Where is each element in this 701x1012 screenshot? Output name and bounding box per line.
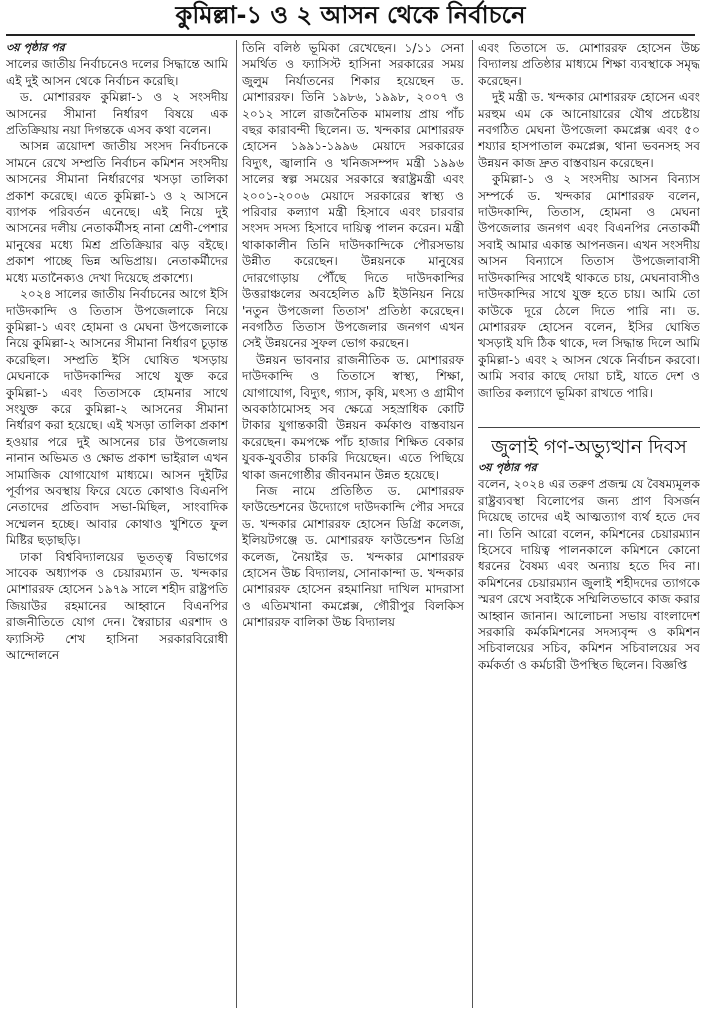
continued-kicker: ৩য় পৃষ্ঠার পর [478, 460, 537, 474]
continued-kicker: ৩য় পৃষ্ঠার পর [6, 41, 65, 54]
column-1 [6, 40, 228, 1012]
paragraph: কুমিল্লা-১ ও ২ সংসদীয় আসন বিন্যাস সম্পর্কে ড. খন্দকার মোশাররফ বলেন, দাউদকান্দি, তিতাস, হোমনা ও মেঘনা উপজেলার জনগণ এবং বিএনপির নেতাকর্মী সবাই আমার একান্ত আপনজন। এখন সংসদীয় আসন বিন্যাসে তিতাস উপজেলাবাসী দাউদকান্দির সাথেই থাকতে চায়, মেঘনাবাসীও দাউদকান্দির সাথে যুক্ত হতে চায়। আমি তো কাউকে দূরে ঠেলে দিতে পারি না। ড. মোশাররফ হোসেন বলেন, ইসির ঘোষিত খসড়াই যদি ঠিক থাকে, দল সিদ্ধান্ত দিলে আমি কুমিল্লা-১ এবং ২ আসন থেকে নির্বাচন করবো। আমি সবার কাছে দোয়া চাই, যাতে দেশ ও জাতির কল্যাণে ভূমিকা রাখতে পারি। [478, 172, 700, 400]
paragraph: এবং তিতাসে ড. মোশাররফ হোসেন উচ্চ বিদ্যালয় প্রতিষ্ঠার মাধ্যমে শিক্ষা ব্যবস্থাকে সমৃদ্ধ করেছেন। [478, 41, 700, 88]
sub-article-headline: জুলাই গণ-অভ্যুত্থান দিবস [478, 427, 700, 460]
paragraph: ২০২৪ সালের জাতীয় নির্বাচনের আগে ইসি দাউদকান্দি ও তিতাস উপজেলাকে নিয়ে কুমিল্লা-১ এবং হোমনা ও মেঘনা উপজেলাকে নিয়ে কুমিল্লা-২ আসনের সীমানা নির্ধারণ চূড়ান্ত করেছিল। সম্প্রতি ইসি ঘোষিত খসড়ায় মেঘনাকে দাউদকান্দির সাথে যুক্ত করে কুমিল্লা-১ এবং তিতাসকে হোমনার সাথে সংযুক্ত করে কুমিল্লা-২ আসনের সীমানা নির্ধারণ করা হয়েছে। এই খসড়া তালিকা প্রকাশ হওয়ার পরে দুই আসনের চার উপজেলায় নানান অভিমত ও ক্ষোভ প্রকাশ ভাইরাল এখন সামাজিক যোগাযোগ মাধ্যমে। আসন দুইটির পূর্বাপর অবস্থায় ফিরে যেতে কোথাও বিএনপি নেতাদের প্রতিবাদ সভা-মিছিল, সাংবাদিক সম্মেলন হচ্ছে। আবার কোথাও খুশিতে ফুল মিষ্টির ছড়াছড়ি। [6, 287, 228, 548]
page-headline: কুমিল্লা-১ ও ২ আসন থেকে নির্বাচনে [6, 0, 695, 36]
paragraph: সালের জাতীয় নির্বাচনেও দলের সিদ্ধান্তে আমি এই দুই আসন থেকে নির্বাচন করেছি। [6, 57, 228, 88]
paragraph: আসন্ন ত্রয়োদশ জাতীয় সংসদ নির্বাচনকে সামনে রেখে সম্প্রতি নির্বাচন কমিশন সংসদীয় আসনের সীমানা নির্ধারণের খসড়া তালিকা প্রকাশ করেছে। এতে কুমিল্লা-১ ও ২ আসনে ব্যাপক পরিবর্তন এনেছে। এই নিয়ে দুই আসনের দলীয় নেতাকর্মীসহ নানা শ্রেণী-পেশার মানুষের মধ্যে মিশ্র প্রতিক্রিয়ার ঝড় বইছে। প্রকাশ পাচ্ছে ভিন্ন অভিপ্রায়। নেতাকর্মীদের মধ্যে মতানৈক্যও দেখা দিয়েছে প্রকাশ্যে। [6, 139, 228, 285]
paragraph: দুই মন্ত্রী ড. খন্দকার মোশাররফ হোসেন এবং মরহুম এম কে আনোয়ারের যৌথ প্রচেষ্টায় নবগঠিত মেঘনা উপজেলা কমপ্লেক্স এবং ৫০ শয্যার হাসপাতাল কমপ্লেক্স, থানা ভবনসহ সব উন্নয়ন কাজ দ্রুত বাস্তবায়ন করেছেন। [478, 90, 700, 170]
column-3 [478, 40, 700, 1012]
paragraph: তিনি বলিষ্ঠ ভূমিকা রেখেছেন। ১/১১ সেনা সমর্থিত ও ফ্যাসিস্ট হাসিনা সরকারের সময় জুলুম নির্যাতনের শিকার হয়েছেন ড. মোশাররফ। তিনি ১৯৮৬, ১৯৯৮, ২০০৭ ও ২০১২ সালে রাজনৈতিক মামলায় প্রায় পাঁচ বছর কারাবন্দী ছিলেন। ড. খন্দকার মোশাররফ হোসেন ১৯৯১-১৯৯৬ মেয়াদে সরকারের বিদ্যুৎ, জ্বালানি ও খনিজসম্পদ মন্ত্রী ১৯৯৬ সালের স্বল্প সময়ের সরকারে স্বরাষ্ট্রমন্ত্রী এবং ২০০১-২০০৬ মেয়াদে সরকারের স্বাস্থ্য ও পরিবার কল্যাণ মন্ত্রী হিসাবে এবং চারবার সংসদ সদস্য হিসাবে দায়িত্ব পালন করেন। মন্ত্রী থাকাকালীন তিনি দাউদকান্দিকে পৌরসভায় উন্নীত করেছেন। উন্নয়নকে মানুষের দোরগোড়ায় পৌঁছে দিতে দাউদকান্দির উত্তরাঞ্চলের অবহেলিত ৯টি ইউনিয়ন নিয়ে 'নতুন উপজেলা তিতাস' প্রতিষ্ঠা করেছেন। নবগঠিত তিতাস উপজেলার জনগণ এখন সেই উন্নয়নের সুফল ভোগ করছেন। [242, 41, 464, 351]
article-columns [6, 40, 700, 1012]
paragraph: বলেন, ২০২৪ এর তরুণ প্রজন্ম যে বৈষম্যমূলক রাষ্ট্রব্যবস্থা বিলোপের জন্য প্রাণ বিসর্জন দিয়েছে তাদের এই আত্মত্যাগ ব্যর্থ হতে দেব না। তিনি আরো বলেন, কমিশনের চেয়ারম্যান হিসেবে দায়িত্ব পালনকালে কমিশনে কোনো ধরনের বৈষম্য এবং অন্যায় হতে দিব না। কমিশনের চেয়ারম্যান জুলাই শহীদদের ত্যাগকে স্মরণ রেখে সবাইকে সম্মিলিতভাবে কাজ করার আহ্বান জানান। আলোচনা সভায় বাংলাদেশ সরকারি কর্মকমিশনের সদস্যবৃন্দ ও কমিশন সচিবালয়ের সচিব, কমিশন সচিবালয়ের সব কর্মকর্তা ও কর্মচারী উপস্থিত ছিলেন। বিজ্ঞপ্তি [478, 477, 700, 672]
paragraph: নিজ নামে প্রতিষ্ঠিত ড. মোশাররফ ফাউন্ডেশনের উদ্যোগে দাউদকান্দি পৌর সদরে ড. খন্দকার মোশাররফ হোসেন ডিগ্রি কলেজ, ইলিয়টগঞ্জে ড. মোশাররফ ফাউন্ডেশন ডিগ্রি কলেজ, নৈয়াইর ড. খন্দকার মোশাররফ হোসেন উচ্চ বিদ্যালয়, সোনাকান্দা ড. খন্দকার মোশাররফ হোসেন রহমানিয়া দাখিল মাদরাসা ও এতিমখানা কমপ্লেক্স, গৌরীপুর বিলকিস মোশাররফ বালিকা উচ্চ বিদ্যালয় [242, 483, 464, 630]
column-2 [242, 40, 464, 1012]
paragraph: ড. মোশাররফ কুমিল্লা-১ ও ২ সংসদীয় আসনের সীমানা নির্ধারণ বিষয়ে এক প্রতিক্রিয়ায় নয়া দিগন্তকে এসব কথা বলেন। [6, 90, 228, 138]
paragraph: উন্নয়ন ভাবনার রাজনীতিক ড. মোশাররফ দাউদকান্দি ও তিতাসে স্বাস্থ্য, শিক্ষা, যোগাযোগ, বিদ্যুৎ, গ্যাস, কৃষি, মৎস্য ও গ্রামীণ অবকাঠামোসহ সব ক্ষেত্রে সহস্রাধিক কোটি টাকার যুগান্তকারী উন্নয়ন কর্মকাণ্ড বাস্তবায়ন করেছেন। কমপক্ষে পাঁচ হাজার শিক্ষিত বেকার যুবক-যুবতীর চাকরি দিয়েছেন। এতে পিছিয়ে থাকা জনগোষ্ঠীর জীবনমান উন্নত হয়েছে। [242, 352, 464, 482]
paragraph: ঢাকা বিশ্ববিদ্যালয়ের ভূতত্ত্ব বিভাগের সাবেক অধ্যাপক ও চেয়ারম্যান ড. খন্দকার মোশাররফ হোসেন ১৯৭৯ সালে শহীদ রাষ্ট্রপতি জিয়াউর রহমানের আহ্বানে বিএনপির রাজনীতিতে যোগ দেন। স্বৈরাচার এরশাদ ও ফ্যাসিস্ট শেখ হাসিনা সরকারবিরোধী আন্দোলনে [6, 549, 228, 663]
